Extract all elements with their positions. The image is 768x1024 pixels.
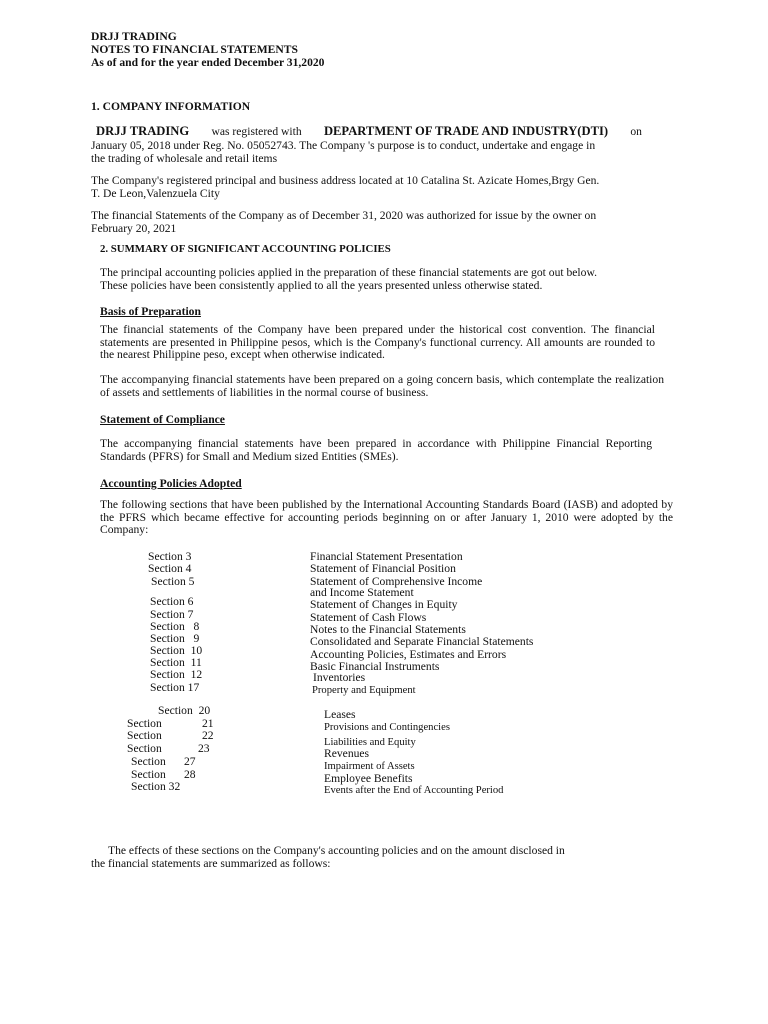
section-number: 23 (198, 742, 210, 755)
section-description: Impairment of Assets (324, 761, 415, 772)
section-description: Statement of Changes in Equity (310, 598, 458, 611)
section-description-continued: and Income Statement (310, 586, 414, 599)
section-label: Section (127, 729, 162, 742)
document-title: NOTES TO FINANCIAL STATEMENTS (91, 43, 298, 56)
section-description: Events after the End of Accounting Period (324, 785, 504, 796)
section-number: 22 (202, 729, 214, 742)
policies-intro-line-1: The principal accounting policies applied in the preparation of these financial statements are got out below. (100, 266, 597, 279)
policies-intro-line-2: These policies have been consistently applied to all the years presented unless otherwise stated. (100, 279, 543, 292)
section-description: Revenues (324, 747, 370, 760)
registration-line-2: January 05, 2018 under Reg. No. 05052743. The Company 's purpose is to conduct, undertake and engage in (91, 139, 596, 152)
section-description: Inventories (313, 671, 366, 684)
authorization-line-2: February 20, 2021 (91, 222, 177, 235)
basis-paragraph-1: The financial statements of the Company have been prepared under the historical cost convention. The financial statements are presented in Philippine pesos, which is the Company's functional currency. All amounts are rounded to the nearest Philippine peso, except when otherwise indicated. (100, 323, 655, 362)
authorization-line-1: The financial Statements of the Company as of December 31, 2020 was authorized for issue by the owner on (91, 209, 597, 222)
section-description: Leases (324, 708, 356, 721)
section-label: Section 6 (150, 595, 194, 608)
section-description: Liabilities and Equity (324, 737, 416, 748)
section-description: Statement of Financial Position (310, 562, 456, 575)
section-1-heading: 1. COMPANY INFORMATION (91, 100, 251, 113)
section-2-heading: 2. SUMMARY OF SIGNIFICANT ACCOUNTING POLICIES (100, 243, 391, 255)
policies-adopted-paragraph: The following sections that have been published by the International Accounting Standards Board (IASB) and adopted by the PFRS which became effective for accounting periods beginning on or after January 1, 2010 were adopted by the Company: (100, 498, 673, 537)
address-line-1: The Company's registered principal and business address located at 10 Catalina St. Azicate Homes,Brgy Gen. (91, 174, 600, 187)
section-number: 21 (202, 717, 214, 730)
section-label: Section 9 (150, 632, 200, 645)
registration-company: DRJJ TRADING (96, 124, 190, 138)
registration-department: DEPARTMENT OF TRADE AND INDUSTRY(DTI) (323, 124, 609, 138)
section-number: 28 (184, 768, 196, 781)
section-label: Section 5 (151, 575, 195, 588)
section-label: Section 11 (150, 656, 202, 669)
company-name: DRJJ TRADING (91, 30, 177, 43)
registration-line (91, 125, 642, 138)
compliance-paragraph: The accompanying financial statements have been prepared in accordance with Philippine Financial Reporting Standards (PFRS) for Small and Medium sized Entities (SMEs). (100, 437, 652, 463)
closing-line-1: The effects of these sections on the Company's accounting policies and on the amount disclosed in (108, 844, 565, 857)
section-description: Property and Equipment (312, 685, 416, 696)
policies-adopted-heading: Accounting Policies Adopted (100, 477, 242, 490)
registration-on: on (630, 125, 642, 138)
section-label: Section (127, 717, 162, 730)
section-label: Section 8 (150, 620, 200, 633)
address-line-2: T. De Leon,Valenzuela City (91, 187, 220, 200)
section-label: Section 4 (148, 562, 192, 575)
section-number: 27 (184, 755, 196, 768)
section-description: Basic Financial Instruments (310, 660, 440, 673)
section-description: Employee Benefits (324, 772, 413, 785)
section-description: Financial Statement Presentation (310, 550, 463, 563)
registration-text: was registered with (211, 125, 302, 138)
basis-heading: Basis of Preparation (100, 305, 201, 318)
section-description: Statement of Cash Flows (310, 611, 427, 624)
closing-line-2: the financial statements are summarized as follows: (91, 857, 331, 870)
compliance-heading: Statement of Compliance (100, 413, 225, 426)
section-description: Statement of Comprehensive Income (310, 575, 483, 588)
basis-paragraph-2: The accompanying financial statements have been prepared on a going concern basis, which contemplate the realization of assets and settlements of liabilities in the normal course of business. (100, 373, 664, 399)
registration-line-3: the trading of wholesale and retail items (91, 152, 278, 165)
section-label: Section 3 (148, 550, 192, 563)
section-label: Section 7 (150, 608, 194, 621)
section-label: Section (127, 742, 162, 755)
section-label: Section 17 (150, 681, 200, 694)
section-label: Section 12 (150, 668, 203, 681)
section-label: Section 20 (158, 704, 211, 717)
section-label: Section (131, 755, 166, 768)
section-label: Section (131, 768, 166, 781)
section-description: Notes to the Financial Statements (310, 623, 466, 636)
report-period: As of and for the year ended December 31,2020 (91, 56, 325, 69)
section-description: Provisions and Contingencies (324, 722, 450, 733)
section-label: Section 32 (131, 780, 181, 793)
section-label: Section 10 (150, 644, 203, 657)
section-description: Accounting Policies, Estimates and Errors (310, 648, 507, 661)
section-description: Consolidated and Separate Financial Statements (310, 635, 534, 648)
